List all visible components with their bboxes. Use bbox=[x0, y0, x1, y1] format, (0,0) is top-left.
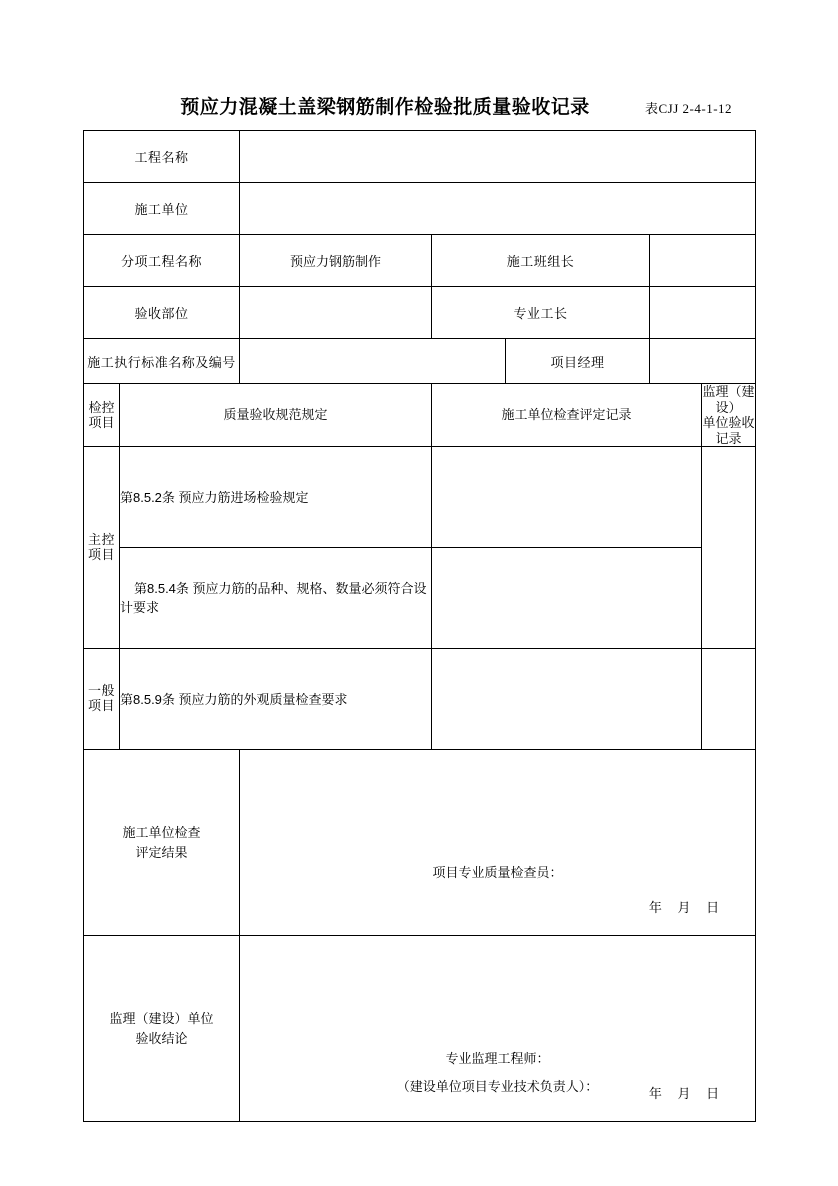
project-manager-label: 项目经理 bbox=[506, 339, 650, 384]
table-row-subitem bbox=[84, 235, 756, 287]
table-header-row bbox=[84, 384, 756, 447]
supervisor-conclusion-label-line1: 监理（建设）单位 bbox=[109, 1011, 214, 1027]
contractor-record-8-5-4[interactable] bbox=[432, 548, 702, 649]
table-row-main-control-1 bbox=[84, 447, 756, 548]
construction-unit-label: 施工单位 bbox=[84, 183, 240, 235]
project-name-label: 工程名称 bbox=[84, 131, 240, 183]
team-leader-value[interactable] bbox=[650, 235, 756, 287]
spec-text-8-5-2: 第8.5.2条 预应力筋进场检验规定 bbox=[120, 447, 432, 548]
section-label-main-control-line2: 项目 bbox=[87, 546, 115, 562]
table-row-standard bbox=[84, 339, 756, 384]
contractor-conclusion-label-line1: 施工单位检查 bbox=[122, 825, 201, 841]
table-row-project-name bbox=[84, 131, 756, 183]
table-row-supervisor-conclusion bbox=[84, 936, 756, 1122]
project-name-value[interactable] bbox=[240, 131, 756, 183]
spec-text-8-5-4: 第8.5.4条 预应力筋的品种、规格、数量必须符合设计要求 bbox=[120, 548, 432, 649]
section-label-general-line2: 项目 bbox=[87, 698, 115, 714]
supervisor-conclusion-label bbox=[84, 936, 240, 1122]
supervisor-date-line: 年 月 日 bbox=[648, 1086, 726, 1102]
acceptance-part-label: 验收部位 bbox=[84, 287, 240, 339]
standard-value[interactable] bbox=[240, 339, 506, 384]
contractor-signature-label: 项目专业质量检查员： bbox=[432, 865, 563, 881]
table-row-contractor-conclusion bbox=[84, 750, 756, 936]
supervisor-signature-label: 专业监理工程师： bbox=[445, 1051, 550, 1067]
standard-label: 施工执行标准名称及编号 bbox=[84, 339, 240, 384]
supervisor-signature-label-2: （建设单位项目专业技术负责人）： bbox=[396, 1079, 599, 1095]
section-label-general-line1: 一般 bbox=[87, 683, 115, 699]
table-row-general-1 bbox=[84, 649, 756, 750]
header-supervisor-record bbox=[702, 384, 756, 447]
contractor-conclusion-label-line2: 评定结果 bbox=[135, 844, 188, 860]
contractor-date-line: 年 月 日 bbox=[648, 900, 726, 916]
header-check-item bbox=[84, 384, 120, 447]
team-leader-label: 施工班组长 bbox=[432, 235, 650, 287]
subitem-label: 分项工程名称 bbox=[84, 235, 240, 287]
contractor-record-8-5-2[interactable] bbox=[432, 447, 702, 548]
section-label-general bbox=[84, 649, 120, 750]
supervisor-record-main-control[interactable] bbox=[702, 447, 756, 649]
form-code: 表CJJ 2-4-1-12 bbox=[645, 101, 733, 116]
contractor-conclusion-area[interactable] bbox=[240, 750, 756, 936]
acceptance-part-value[interactable] bbox=[240, 287, 432, 339]
foreman-label: 专业工长 bbox=[432, 287, 650, 339]
table-row-main-control-2 bbox=[84, 548, 756, 649]
subitem-value[interactable]: 预应力钢筋制作 bbox=[240, 235, 432, 287]
header-supervisor-record-line2: 单位验收记录 bbox=[702, 415, 755, 446]
contractor-conclusion-label bbox=[84, 750, 240, 936]
header-contractor-record: 施工单位检查评定记录 bbox=[432, 384, 702, 447]
project-manager-value[interactable] bbox=[650, 339, 756, 384]
section-label-main-control-line1: 主控 bbox=[87, 531, 115, 547]
header-supervisor-record-line1: 监理（建设） bbox=[702, 384, 755, 415]
supervisor-conclusion-label-line2: 验收结论 bbox=[135, 1030, 188, 1046]
table-row-construction-unit bbox=[84, 183, 756, 235]
supervisor-record-general[interactable] bbox=[702, 649, 756, 750]
table-row-acceptance-part bbox=[84, 287, 756, 339]
header-check-item-line1: 检控 bbox=[88, 399, 115, 415]
supervisor-conclusion-area[interactable] bbox=[240, 936, 756, 1122]
foreman-value[interactable] bbox=[650, 287, 756, 339]
spec-text-8-5-9: 第8.5.9条 预应力筋的外观质量检查要求 bbox=[120, 649, 432, 750]
header-spec: 质量验收规范规定 bbox=[120, 384, 432, 447]
title-row bbox=[0, 92, 838, 118]
contractor-record-8-5-9[interactable] bbox=[432, 649, 702, 750]
construction-unit-value[interactable] bbox=[240, 183, 756, 235]
page-title: 预应力混凝土盖梁钢筋制作检验批质量验收记录 bbox=[180, 97, 590, 118]
acceptance-record-table bbox=[83, 130, 756, 1122]
header-check-item-line2: 项目 bbox=[88, 415, 115, 431]
section-label-main-control bbox=[84, 447, 120, 649]
